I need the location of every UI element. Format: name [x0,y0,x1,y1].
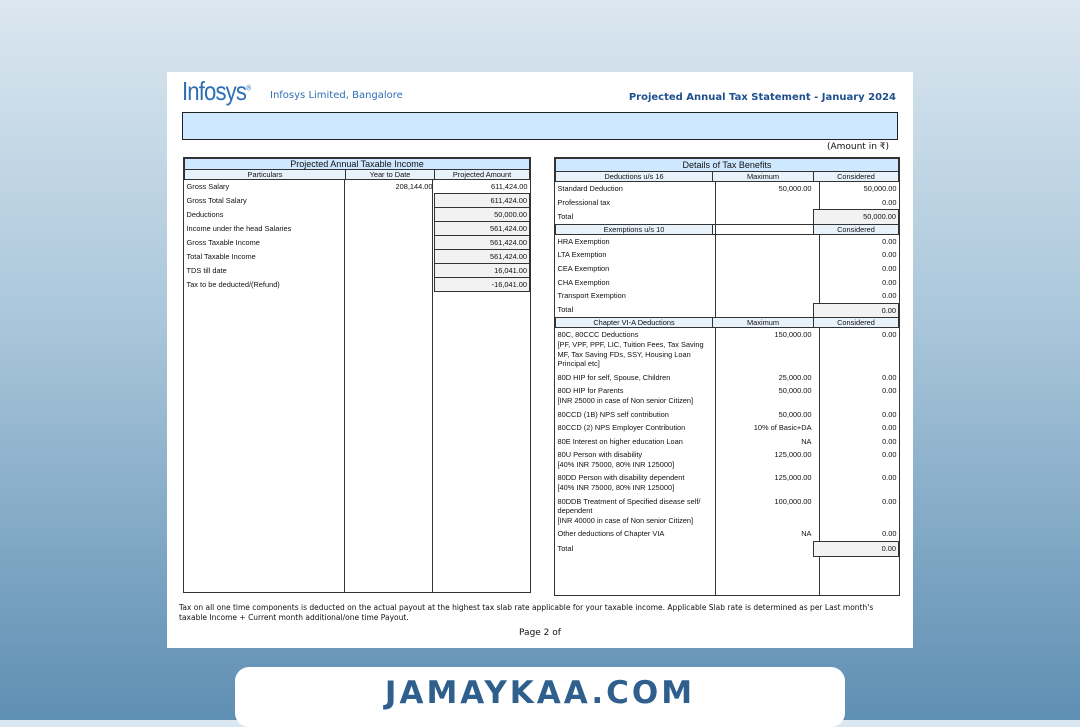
income-row [185,222,530,236]
row-maximum: 10% of Basic+DA [753,423,812,433]
row-ytd [346,278,435,292]
row-considered: 0.00 [882,386,897,396]
row-empty [713,234,814,248]
row-label: CHA Exemption [557,277,610,287]
statement-title: Projected Annual Tax Statement - January 2024 [628,92,896,103]
row-considered: 0.00 [882,372,897,382]
deduction-16-row [556,182,899,196]
income-panel [183,157,531,593]
row-label: Total Taxable Income [186,251,256,261]
income-row [185,194,530,208]
row-projected: 561,424.00 [435,236,530,250]
row-considered: 0.00 [882,450,897,460]
exemption-10-row [556,303,899,318]
chapter-6a-row [556,471,899,494]
row-maximum [713,542,814,557]
row-label: HRA Exemption [557,236,610,246]
row-sublabel: [40% INR 75000, 80% INR 125000] [557,459,675,469]
benefits-table [555,158,899,557]
row-label: Gross Salary [186,182,230,191]
row-label: 80DDB Treatment of Specified disease self/ dependent [557,496,701,516]
row-maximum: 50,000.00 [778,184,812,193]
income-title: Projected Annual Taxable Income [185,159,530,170]
row-label-cell [556,542,713,557]
deduction-16-row [556,210,899,225]
chapter-6a-row [556,527,899,541]
row-projected: 611,424.00 [491,182,528,191]
watermark-banner [235,667,845,727]
row-considered: 0.00 [882,529,897,539]
col-considered: Considered [814,172,899,182]
row-ytd: 208,144.00 [395,182,433,191]
col-considered: Considered [814,224,899,234]
row-maximum: 50,000.00 [778,409,812,419]
row-maximum: NA [801,529,812,539]
row-considered: 0.00 [882,277,897,287]
row-considered: 50,000.00 [814,210,899,225]
row-label-cell [556,495,713,528]
row-label: 80D HIP for Parents [557,386,624,396]
row-label: Standard Deduction [557,184,623,193]
col-particulars: Particulars [185,170,346,180]
row-maximum [713,210,814,225]
row-considered: 0.00 [882,423,897,433]
row-empty [713,262,814,276]
chapter-6a-row [556,408,899,422]
row-considered: 0.00 [882,473,897,483]
row-label: Total [557,211,574,221]
row-label: Income under the head Salaries [186,223,292,233]
income-row [185,278,530,292]
row-empty [713,276,814,290]
row-maximum: 150,000.00 [774,330,812,340]
row-projected: 561,424.00 [435,222,530,236]
row-sublabel: [INR 40000 in case of Non senior Citizen] [557,515,694,525]
row-projected: 611,424.00 [435,194,530,208]
chapter-6a-row [556,328,899,371]
income-row [185,180,530,194]
col-ytd: Year to Date [346,170,435,180]
row-maximum: 50,000.00 [778,386,812,396]
row-label: Professional tax [557,197,611,207]
row-label-cell [556,384,713,407]
row-label: TDS till date [186,265,227,275]
row-ytd [346,194,435,208]
row-considered: 0.00 [882,250,897,260]
exemption-10-row [556,248,899,262]
row-label-cell [556,448,713,471]
row-projected: -16,041.00 [435,278,530,292]
row-label: 80CCD (2) NPS Employer Contribution [557,423,686,433]
row-label: LTA Exemption [557,250,607,260]
col-projected: Projected Amount [435,170,530,180]
row-considered: 0.00 [882,496,897,506]
col-maximum: Maximum [713,318,814,328]
income-row [185,208,530,222]
row-considered: 0.00 [882,263,897,273]
chapter-6a-row [556,542,899,557]
amount-note: (Amount in ₹) [826,142,889,152]
row-ytd [346,222,435,236]
row-considered: 0.00 [882,197,897,207]
row-maximum: 100,000.00 [774,496,812,506]
row-empty [713,248,814,262]
row-maximum [713,196,814,210]
row-maximum: 25,000.00 [778,372,812,382]
row-ytd [346,208,435,222]
row-label: 80DD Person with disability dependent [557,473,685,483]
footnote: Tax on all one time components is deducted on the actual payout at the highest tax slab rate applicable for your taxable income. Applicable Slab rate is determined as per Last month's taxable Income + Current month additional/one time Payout. [179,603,874,622]
row-maximum: NA [801,436,812,446]
row-projected: 16,041.00 [435,264,530,278]
row-empty [713,303,814,318]
row-maximum: 125,000.00 [774,473,812,483]
exemption-10-row [556,234,899,248]
row-label: Total [557,305,574,315]
row-considered: 0.00 [814,303,899,318]
row-empty [713,289,814,303]
col-considered: Considered [814,318,899,328]
row-label: Gross Taxable Income [186,237,260,247]
tax-statement-page [167,72,913,648]
row-ytd [346,250,435,264]
row-sublabel: [40% INR 75000, 80% INR 125000] [557,483,675,493]
row-label-cell [556,471,713,494]
row-ytd [346,236,435,250]
row-considered: 50,000.00 [863,184,897,193]
col-maximum: Maximum [713,172,814,182]
row-considered: 0.00 [882,436,897,446]
chapter-6a-row [556,435,899,449]
chapter-6a-row [556,448,899,471]
income-table [184,158,530,292]
row-projected: 50,000.00 [435,208,530,222]
company-name: Infosys Limited, Bangalore [270,90,403,101]
row-label-cell [556,408,713,422]
row-sublabel: [INR 25000 in case of Non senior Citizen] [557,395,694,405]
row-label: 80D HIP for self, Spouse, Children [557,372,671,382]
row-considered: 0.00 [882,291,897,301]
row-ytd [346,264,435,278]
banner-text: JAMAYKAA.COM [384,675,696,711]
row-considered: 0.00 [882,236,897,246]
row-label-cell [556,328,713,371]
row-label-cell [556,435,713,449]
row-considered: 0.00 [814,542,899,557]
row-considered: 0.00 [882,409,897,419]
deduction-16-row [556,196,899,210]
col-chapter-6a: Chapter VI-A Deductions [556,318,713,328]
row-label: CEA Exemption [557,263,610,273]
row-maximum: 125,000.00 [774,450,812,460]
chapter-6a-row [556,495,899,528]
row-sublabel: [PF, VPF, PPF, LIC, Tuition Fees, Tax Saving MF, Tax Saving FDs, SSY, Housing Loan Principal etc] [557,339,704,369]
row-considered: 0.00 [882,330,897,340]
row-label: Deductions [186,209,224,219]
income-row [185,264,530,278]
row-label: Other deductions of Chapter VIA [557,529,665,539]
col-exemptions-10: Exemptions u/s 10 [556,224,713,234]
exemption-10-row [556,276,899,290]
chapter-6a-row [556,384,899,407]
exemption-10-row [556,289,899,303]
header-band [182,112,898,140]
row-label-cell [556,421,713,435]
benefits-title: Details of Tax Benefits [556,159,899,172]
chapter-6a-row [556,371,899,385]
row-label: Gross Total Salary [186,195,247,205]
infosys-logo: Infosys® [182,76,252,106]
row-label-cell [556,371,713,385]
row-projected: 561,424.00 [435,250,530,264]
chapter-6a-row [556,421,899,435]
col-deductions-16: Deductions u/s 16 [556,172,713,182]
row-label: Tax to be deducted/(Refund) [186,279,280,289]
page-number: Page 2 of [519,628,561,638]
row-label: 80CCD (1B) NPS self contribution [557,409,669,419]
income-row [185,250,530,264]
row-label: 80C, 80CCC Deductions [557,330,639,340]
income-row [185,236,530,250]
row-label: Total [557,543,574,553]
row-label: 80U Person with disability [557,450,643,460]
row-label-cell [556,527,713,541]
row-label: 80E Interest on higher education Loan [557,436,683,446]
col-empty [713,224,814,234]
exemption-10-row [556,262,899,276]
row-label: Transport Exemption [557,291,626,301]
benefits-panel [554,157,900,596]
